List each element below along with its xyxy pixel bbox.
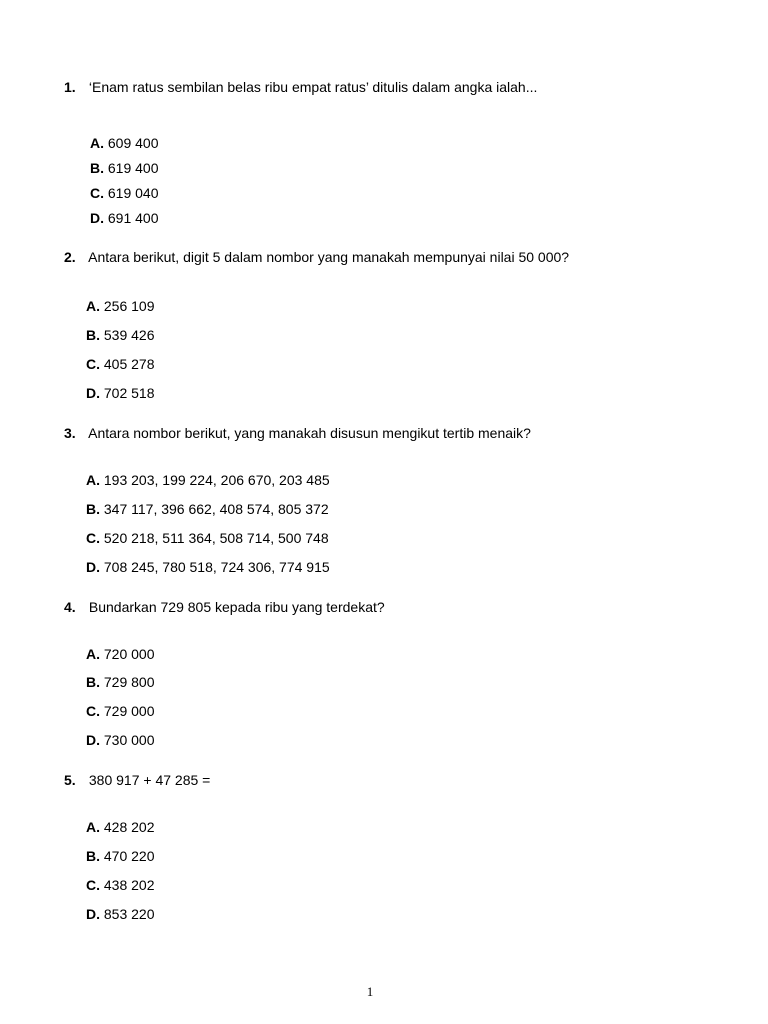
- option-letter: B.: [86, 848, 100, 864]
- option-text: 853 220: [103, 906, 155, 922]
- option-c[interactable]: [86, 702, 155, 720]
- option-b[interactable]: [86, 847, 155, 865]
- option-c[interactable]: [86, 355, 155, 373]
- page-number: 1: [366, 984, 374, 999]
- option-a[interactable]: [86, 297, 155, 315]
- question-stem: [64, 78, 744, 96]
- question-text: Antara berikut, digit 5 dalam nombor yang manakah mempunyai nilai 50 000?: [88, 249, 570, 265]
- option-letter: C.: [86, 703, 100, 719]
- option-text: 609 400: [107, 135, 159, 151]
- option-letter: A.: [86, 472, 100, 488]
- option-a[interactable]: [90, 134, 159, 152]
- question-number: 3.: [64, 425, 76, 441]
- option-letter: D.: [90, 210, 104, 226]
- option-text: 720 000: [103, 646, 155, 662]
- option-letter: A.: [90, 135, 104, 151]
- option-text: 520 218, 511 364, 508 714, 500 748: [103, 530, 329, 546]
- option-b[interactable]: [86, 673, 155, 691]
- option-letter: C.: [86, 530, 100, 546]
- option-letter: A.: [86, 298, 100, 314]
- option-letter: B.: [90, 160, 104, 176]
- option-text: 702 518: [103, 385, 155, 401]
- question-text: ‘Enam ratus sembilan belas ribu empat ratus’ ditulis dalam angka ialah...: [88, 79, 538, 95]
- option-d[interactable]: [86, 731, 155, 749]
- option-text: 428 202: [103, 819, 155, 835]
- option-b[interactable]: [90, 159, 159, 177]
- question-text: Antara nombor berikut, yang manakah disusun mengikut tertib menaik?: [88, 425, 531, 441]
- question-4: [64, 598, 744, 748]
- option-letter: C.: [90, 185, 104, 201]
- option-letter: B.: [86, 327, 100, 343]
- option-letter: B.: [86, 501, 100, 517]
- question-2: [64, 248, 744, 401]
- question-number: 5.: [64, 772, 76, 788]
- question-number: 2.: [64, 249, 76, 265]
- option-letter: A.: [86, 819, 100, 835]
- question-number: 1.: [64, 79, 76, 95]
- question-3: [64, 424, 744, 575]
- option-letter: B.: [86, 674, 100, 690]
- question-text: Bundarkan 729 805 kepada ribu yang terdekat?: [88, 599, 385, 615]
- option-a[interactable]: [86, 471, 330, 489]
- option-text: 256 109: [103, 298, 155, 314]
- option-b[interactable]: [86, 500, 329, 518]
- option-letter: D.: [86, 385, 100, 401]
- option-letter: D.: [86, 732, 100, 748]
- option-a[interactable]: [86, 818, 155, 836]
- option-a[interactable]: [86, 645, 155, 663]
- option-text: 470 220: [103, 848, 155, 864]
- option-letter: D.: [86, 906, 100, 922]
- option-text: 438 202: [103, 877, 155, 893]
- option-letter: D.: [86, 559, 100, 575]
- option-text: 193 203, 199 224, 206 670, 203 485: [103, 472, 330, 488]
- option-text: 691 400: [107, 210, 159, 226]
- option-c[interactable]: [86, 529, 329, 547]
- option-text: 619 400: [107, 160, 159, 176]
- option-text: 730 000: [103, 732, 155, 748]
- option-letter: C.: [86, 356, 100, 372]
- question-5: [64, 771, 744, 922]
- question-1: [64, 78, 744, 226]
- option-letter: C.: [86, 877, 100, 893]
- option-text: 619 040: [107, 185, 159, 201]
- option-text: 708 245, 780 518, 724 306, 774 915: [103, 559, 330, 575]
- option-text: 405 278: [103, 356, 155, 372]
- question-stem: [64, 248, 744, 266]
- option-d[interactable]: [86, 384, 155, 402]
- option-b[interactable]: [86, 326, 155, 344]
- option-text: 539 426: [103, 327, 155, 343]
- option-text: 729 000: [103, 703, 155, 719]
- option-letter: A.: [86, 646, 100, 662]
- question-stem: [64, 424, 744, 442]
- question-text: 380 917 + 47 285 =: [88, 772, 211, 788]
- question-stem: [64, 598, 744, 616]
- option-d[interactable]: [90, 209, 159, 227]
- question-number: 4.: [64, 599, 76, 615]
- option-d[interactable]: [86, 558, 330, 576]
- option-d[interactable]: [86, 905, 155, 923]
- option-text: 347 117, 396 662, 408 574, 805 372: [103, 501, 329, 517]
- option-c[interactable]: [86, 876, 155, 894]
- option-c[interactable]: [90, 184, 159, 202]
- option-text: 729 800: [103, 674, 155, 690]
- question-stem: [64, 771, 744, 789]
